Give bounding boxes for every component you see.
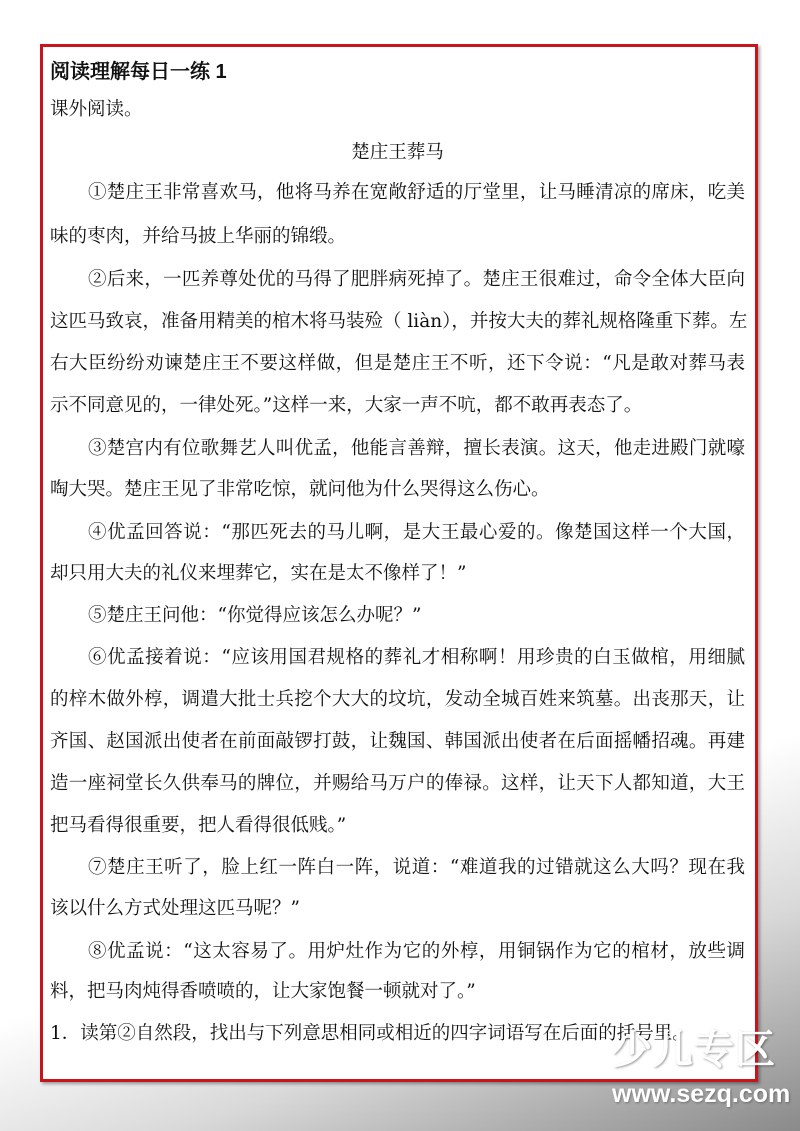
watermark-url: www.sezq.com: [612, 1080, 791, 1108]
paragraph-line: 料，把马肉炖得香喷喷的，让大家饱餐一顿就对了。”: [50, 981, 476, 1002]
paragraph-line: 的梓木做外椁，调遣大批士兵挖个大大的坟坑，发动全城百姓来筑墓。出丧那天，让: [50, 689, 745, 710]
instruction: 课外阅读。: [50, 99, 143, 120]
story-title: 楚庄王葬马: [351, 142, 444, 163]
paragraph-line: 啕大哭。楚庄王见了非常吃惊，就问他为什么哭得这么伤心。: [50, 479, 550, 500]
paragraph-line: ①楚庄王非常喜欢马，他将马养在宽敞舒适的厅堂里，让马睡清凉的席床，吃美: [88, 182, 745, 203]
paragraph-line: 把马看得很重要，把人看得很低贱。”: [50, 815, 347, 836]
paragraph-line: 该以什么方式处理这匹马呢？”: [50, 898, 300, 919]
paragraph-line: ③楚宫内有位歌舞艺人叫优孟，他能言善辩，擅长表演。这天，他走进殿门就嚎: [88, 438, 745, 459]
paragraph-line: 齐国、赵国派出使者在前面敲锣打鼓，让魏国、韩国派出使者在后面摇幡招魂。再建: [50, 731, 745, 752]
paragraph-line: 却只用大夫的礼仪来埋葬它，实在是太不像样了！”: [50, 563, 467, 584]
paragraph-line: 造一座祠堂长久供奉马的牌位，并赐给马万户的俸禄。这样，让天下人都知道，大王: [50, 773, 745, 794]
paragraph-line: 这匹马致哀，准备用精美的棺木将马装殓（ liàn），并按大夫的葬礼规格隆重下葬。左: [50, 311, 748, 332]
paragraph-line: ⑦楚庄王听了，脸上红一阵白一阵，说道：“难道我的过错就这么大吗？现在我: [88, 857, 745, 878]
question-1: 1．读第②自然段，找出与下列意思相同或相近的四字词语写在后面的括号里。: [50, 1023, 691, 1044]
paragraph-line: ⑧优孟说：“这太容易了。用炉灶作为它的外椁，用铜锅作为它的棺材，放些调: [88, 941, 745, 962]
page-title: 阅读理解每日一练 1: [50, 61, 227, 83]
paragraph-line: ②后来，一匹养尊处优的马得了肥胖病死掉了。楚庄王很难过，命令全体大臣向: [88, 269, 745, 290]
paragraph-line: ⑥优孟接着说：“应该用国君规格的葬礼才相称啊！用珍贵的白玉做棺，用细腻: [88, 647, 745, 668]
paragraph-line: ④优孟回答说：“那匹死去的马儿啊，是大王最心爱的。像楚国这样一个大国，: [88, 522, 745, 543]
paragraph-line: ⑤楚庄王问他：“你觉得应该怎么办呢？”: [88, 605, 422, 626]
paragraph-line: 味的枣肉，并给马披上华丽的锦缎。: [50, 226, 347, 247]
paragraph-line: 右大臣纷纷劝谏楚庄王不要这样做，但是楚庄王不听，还下令说：“凡是敢对葬马表: [50, 353, 745, 374]
paragraph-line: 示不同意见的，一律处死。”这样一来，大家一声不吭，都不敢再表态了。: [50, 395, 643, 416]
watermark-logo: 少儿专区: [612, 1027, 776, 1073]
